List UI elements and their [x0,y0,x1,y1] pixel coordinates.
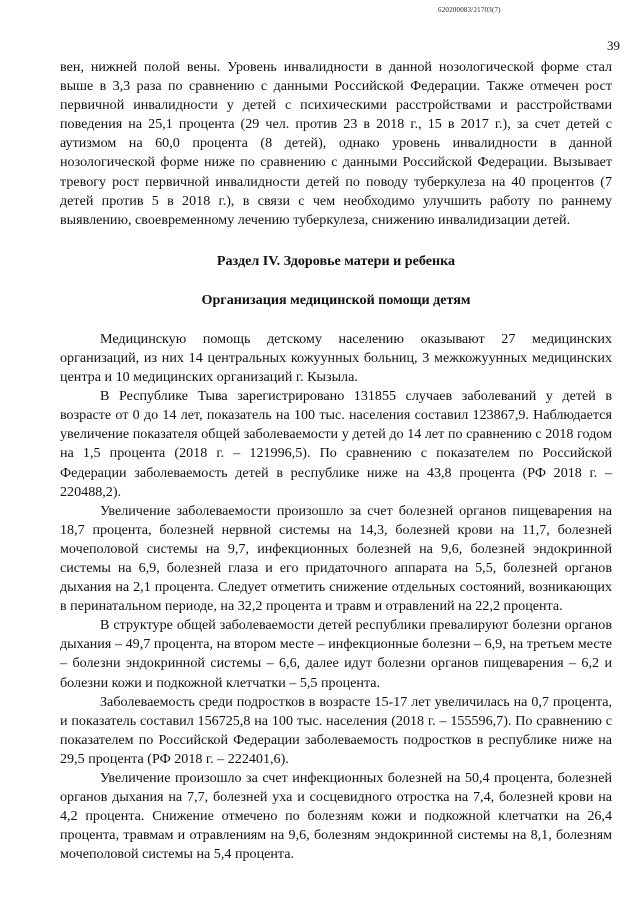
document-code: 620200083/21703(7) [438,6,501,14]
paragraph-medical-organizations: Медицинскую помощь детскому населению оказывают 27 медицинских организаций, из них 14 центральных кожуунных больниц, 3 межкожуунных медицинских центра и 10 медицинских организаций г. Кызыла. [60,330,612,386]
paragraph-adolescent-changes: Увеличение произошло за счет инфекционных болезней на 50,4 процента, болезней органов дыхания на 7,7, болезней уха и сосцевидного отростка на 7,4, болезней крови на 4,2 процента. Снижение отмечено по болезням кожи и подкожной клетчатки на 26,4 процента, травмам и отравлениям на 9,6, болезням эндокринной системы на 8,1, болезням мочеполовой системы на 5,4 процента. [60,770,612,863]
intro-paragraph: вен, нижней полой вены. Уровень инвалидности в данной нозологической форме стал выше в 3,3 раза по сравнению с данными Российской Федерации. Также отмечен рост первичной инвалидности у детей с психическими расстройствами и расстройствами поведения на 25,1 процента (29 чел. против 23 в 2018 г., 15 в 2017 г.), за счет детей с аутизмом на 60,0 процента (8 детей), однако уровень инвалидности в данной нозологической форме ниже по сравнению с данными Российской Федерации. Вызывает тревогу рост первичной инвалидности детей по поводу туберкулеза на 40 процентов (7 детей против 5 в 2018 г.), в связи с чем необходимо улучшить работу по раннему выявлению, своевременному лечению туберкулеза, снижению инвалидизации детей. [60,59,612,228]
paragraph-adolescent-morbidity: Заболеваемость среди подростков в возрасте 15-17 лет увеличилась на 0,7 процента, и показатель составил 156725,8 на 100 тыс. населения (2018 г. – 155596,7). По сравнению с показателем по Российской Федерации заболеваемость подростков в республике ниже на 29,5 процента (РФ 2018 г. – 222401,6). [60,693,612,767]
paragraph-morbidity-structure: В структуре общей заболеваемости детей республики превалируют болезни органов дыхания – 49,7 процента, на втором месте – инфекционные болезни – 6,9, на третьем месте – болезни эндокринной системы – 6,6, далее идут болезни органов пищеварения – 6,2 и болезни кожи и подкожной клетчатки – 5,5 процента. [60,617,612,691]
subsection-title: Организация медицинской помощи детям [201,291,471,308]
paragraph-registered-cases: В Республике Тыва зарегистрировано 131855 случаев заболеваний у детей в возрасте от 0 до 14 лет, показатель на 100 тыс. населения составил 123867,9. Наблюдается увеличение показателя общей заболеваемости у детей до 14 лет по сравнению с 2018 годом на 1,5 процента (2018 г. – 121996,5). По сравнению с показателем по Российской Федерации заболеваемость детей в республике ниже на 43,8 процента (РФ 2018 г. – 220488,2). [60,388,612,500]
body-text [60,58,612,864]
page-number: 39 [607,38,620,53]
section-title: Раздел IV. Здоровье матери и ребенка [216,252,456,269]
paragraph-morbidity-increase: Увеличение заболеваемости произошло за счет болезней органов пищеварения на 18,7 процента, болезней нервной системы на 14,3, болезней крови на 11,7, болезней мочеполовой системы на 9,7, инфекционных болезней на 9,6, болезней эндокринной системы на 6,9, болезней глаза и его придаточного аппарата на 5,5, болезней органов дыхания на 2,1 процента. Следует отметить снижение отдельных состояний, возникающих в перинатальном периоде, на 32,2 процента и травм и отравлений на 22,2 процента. [60,502,612,615]
